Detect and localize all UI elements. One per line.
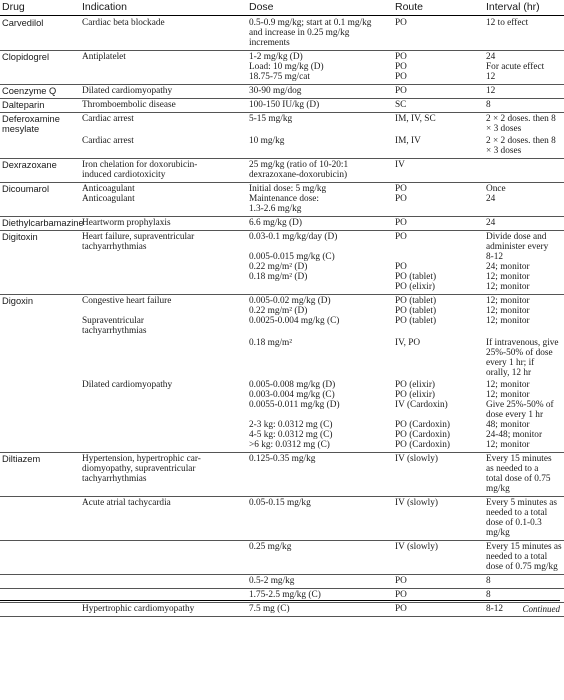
cell-dose: 0.5-0.9 mg/kg; start at 0.1 mg/kg and increase in 0.25 mg/kg increments — [247, 16, 393, 51]
header-route: Route — [393, 0, 484, 16]
cell-indication: Heartworm prophylaxis — [80, 217, 247, 231]
cell-drug — [0, 379, 80, 453]
cell-dose: 5-15 mg/kg — [249, 114, 293, 124]
cell-dose: 0.5-2 mg/kg — [247, 575, 393, 589]
cell-route: IV (slowly) — [393, 541, 484, 575]
cell-route: PO (elixir) PO (elixir) IV (Cardoxin) PO (Cardoxin) PO (Cardoxin) PO (Cardoxin) — [393, 379, 484, 453]
cell-route: PO PO PO — [393, 51, 484, 85]
cell-drug: Carvedilol — [0, 16, 80, 51]
cell-indication: Cardiac beta blockade — [80, 16, 247, 51]
cell-route: PO — [393, 589, 484, 603]
cell-dose: 6.6 mg/kg (D) — [247, 217, 393, 231]
cell-interval: Every 15 minutes as needed to a total dose of 0.75 mg/kg — [484, 453, 564, 497]
table-row — [0, 183, 564, 217]
cell-route: IM, IV — [393, 135, 484, 159]
cell-interval: 8 — [484, 99, 564, 113]
table-row — [0, 541, 564, 575]
cell-indication: Iron chelation for doxorubicin- induced cardiotoxicity — [80, 159, 247, 183]
cell-drug — [0, 337, 80, 379]
cell-indication — [80, 337, 247, 379]
table-row — [0, 575, 564, 589]
table-row — [0, 159, 564, 183]
cell-drug — [0, 541, 80, 575]
cell-indication — [80, 575, 247, 589]
cell-drug: Diltiazem — [0, 453, 80, 497]
table-row — [0, 99, 564, 113]
cell-route: IV — [393, 159, 484, 183]
cell-interval: 8 — [484, 589, 564, 603]
cell-dose: 100-150 IU/kg (D) — [247, 99, 393, 113]
table-row — [0, 337, 564, 379]
cell-drug — [0, 135, 80, 159]
table-row — [0, 85, 564, 99]
cell-interval: 12 to effect — [484, 16, 564, 51]
cell-interval: Divide dose and administer every 8-12 24; monitor 12; monitor 12; monitor — [484, 231, 564, 295]
cell-route: PO — [393, 217, 484, 231]
header-drug: Drug — [0, 0, 80, 16]
table-row — [0, 453, 564, 497]
cell-drug: Dexrazoxane — [0, 159, 80, 183]
cell-dose: 1-2 mg/kg (D) Load: 10 mg/kg (D) 18.75-75 mg/cat — [247, 51, 393, 85]
cell-interval: Every 5 minutes as needed to a total dose of 0.1-0.3 mg/kg — [484, 497, 564, 541]
header-indication: Indication — [80, 0, 247, 16]
cell-indication: Hypertension, hypertrophic car- diomyopathy, supraventricular tachyarrhythmias — [80, 453, 247, 497]
cell-indication: Thromboembolic disease — [80, 99, 247, 113]
cell-dose: 0.125-0.35 mg/kg — [247, 453, 393, 497]
cell-indication — [80, 541, 247, 575]
cell-indication: Dilated cardiomyopathy — [80, 379, 247, 453]
table-row — [0, 113, 564, 136]
table-row — [0, 231, 564, 295]
table-row — [0, 217, 564, 231]
cell-route: PO — [393, 16, 484, 51]
header-interval: Interval (hr) — [484, 0, 564, 16]
cell-route: IV, PO — [395, 338, 421, 348]
cell-dose: 30-90 mg/dog — [247, 85, 393, 99]
cell-interval: 24 For acute effect 12 — [484, 51, 564, 85]
cell-drug — [0, 497, 80, 541]
cell-dose: 1.75-2.5 mg/kg (C) — [247, 589, 393, 603]
cell-interval: 24 — [484, 217, 564, 231]
cell-route: PO — [393, 603, 484, 617]
cell-indication: Antiplatelet — [80, 51, 247, 85]
continued-note: Continued — [0, 600, 560, 614]
cell-drug: Deferoxamine mesylate — [2, 114, 60, 134]
table-row — [0, 379, 564, 453]
cell-indication: Acute atrial tachycardia — [80, 497, 247, 541]
cell-interval: 8-12 — [484, 603, 564, 617]
cell-interval: Every 15 minutes as needed to a total dose of 0.75 mg/kg — [484, 541, 564, 575]
cell-indication: Congestive heart failure Supraventricular tachyarrhythmias — [82, 296, 172, 336]
cell-interval — [484, 159, 564, 183]
cell-route: PO — [393, 85, 484, 99]
cell-dose: 7.5 mg (C) — [247, 603, 393, 617]
cell-dose: 25 mg/kg (ratio of 10-20:1 dexrazoxane-doxorubicin) — [247, 159, 393, 183]
cell-route: PO PO — [393, 183, 484, 217]
table-row — [0, 16, 564, 51]
cell-route: IV (slowly) — [393, 453, 484, 497]
table-body — [0, 16, 564, 617]
cell-interval: 12 — [484, 85, 564, 99]
cell-indication: Hypertrophic cardiomyopathy — [80, 603, 247, 617]
cell-route: SC — [393, 99, 484, 113]
cell-indication: Heart failure, supraventricular tachyarrhythmias — [80, 231, 247, 295]
cell-indication: Anticoagulant Anticoagulant — [80, 183, 247, 217]
cell-drug — [0, 575, 80, 589]
cell-drug: Clopidogrel — [0, 51, 80, 85]
cell-interval: Once 24 — [484, 183, 564, 217]
cell-dose: Initial dose: 5 mg/kg Maintenance dose: 1.3-2.6 mg/kg — [247, 183, 393, 217]
cell-interval: 2 × 2 doses. then 8 × 3 doses — [484, 135, 564, 159]
cell-drug: Coenzyme Q — [0, 85, 80, 99]
cell-drug: Digoxin — [2, 296, 34, 306]
cell-route: PO (tablet) PO (tablet) PO (tablet) — [395, 296, 437, 326]
cell-interval: If intravenous, give 25%-50% of dose every 1 hr; if orally, 12 hr — [486, 338, 559, 378]
table-row — [0, 295, 564, 338]
cell-interval: 8 — [484, 575, 564, 589]
cell-route: PO — [393, 575, 484, 589]
cell-dose: 0.005-0.02 mg/kg (D) 0.22 mg/m² (D) 0.0025-0.004 mg/kg (C) — [249, 296, 340, 326]
cell-route: IM, IV, SC — [395, 114, 436, 124]
header-row — [0, 0, 564, 16]
cell-dose: 0.18 mg/m² — [249, 338, 293, 348]
cell-interval: 12; monitor 12; monitor 12; monitor — [486, 296, 530, 326]
cell-drug: Diethylcarbamazine — [0, 217, 80, 231]
cell-route: PO PO PO (tablet) PO (elixir) — [393, 231, 484, 295]
cell-drug: Digitoxin — [0, 231, 80, 295]
table-row — [0, 135, 564, 159]
header-dose: Dose — [247, 0, 393, 16]
cell-dose: 10 mg/kg — [247, 135, 393, 159]
cell-indication: Cardiac arrest — [82, 114, 134, 124]
cell-dose: 0.25 mg/kg — [247, 541, 393, 575]
cell-dose: 0.03-0.1 mg/kg/day (D) 0.005-0.015 mg/kg (C) 0.22 mg/m² (D) 0.18 mg/m² (D) — [247, 231, 393, 295]
cell-interval: 12; monitor 12; monitor Give 25%-50% of dose every 1 hr 48; monitor 24-48; monitor 12; monitor — [484, 379, 564, 453]
cell-route: IV (slowly) — [393, 497, 484, 541]
table-row — [0, 497, 564, 541]
cell-interval: 2 × 2 doses. then 8 × 3 doses — [486, 114, 556, 134]
cell-drug: Dalteparin — [0, 99, 80, 113]
cell-dose: 0.05-0.15 mg/kg — [247, 497, 393, 541]
cell-drug: Dicoumarol — [0, 183, 80, 217]
table-row — [0, 51, 564, 85]
cell-indication: Dilated cardiomyopathy — [80, 85, 247, 99]
cell-indication: Cardiac arrest — [80, 135, 247, 159]
cell-dose: 0.005-0.008 mg/kg (D) 0.003-0.004 mg/kg (C) 0.0055-0.011 mg/kg (D) 2-3 kg: 0.0312 mg (C) 4-5 kg: 0.0312 mg (C) >6 kg: 0.0312 mg (C) — [247, 379, 393, 453]
